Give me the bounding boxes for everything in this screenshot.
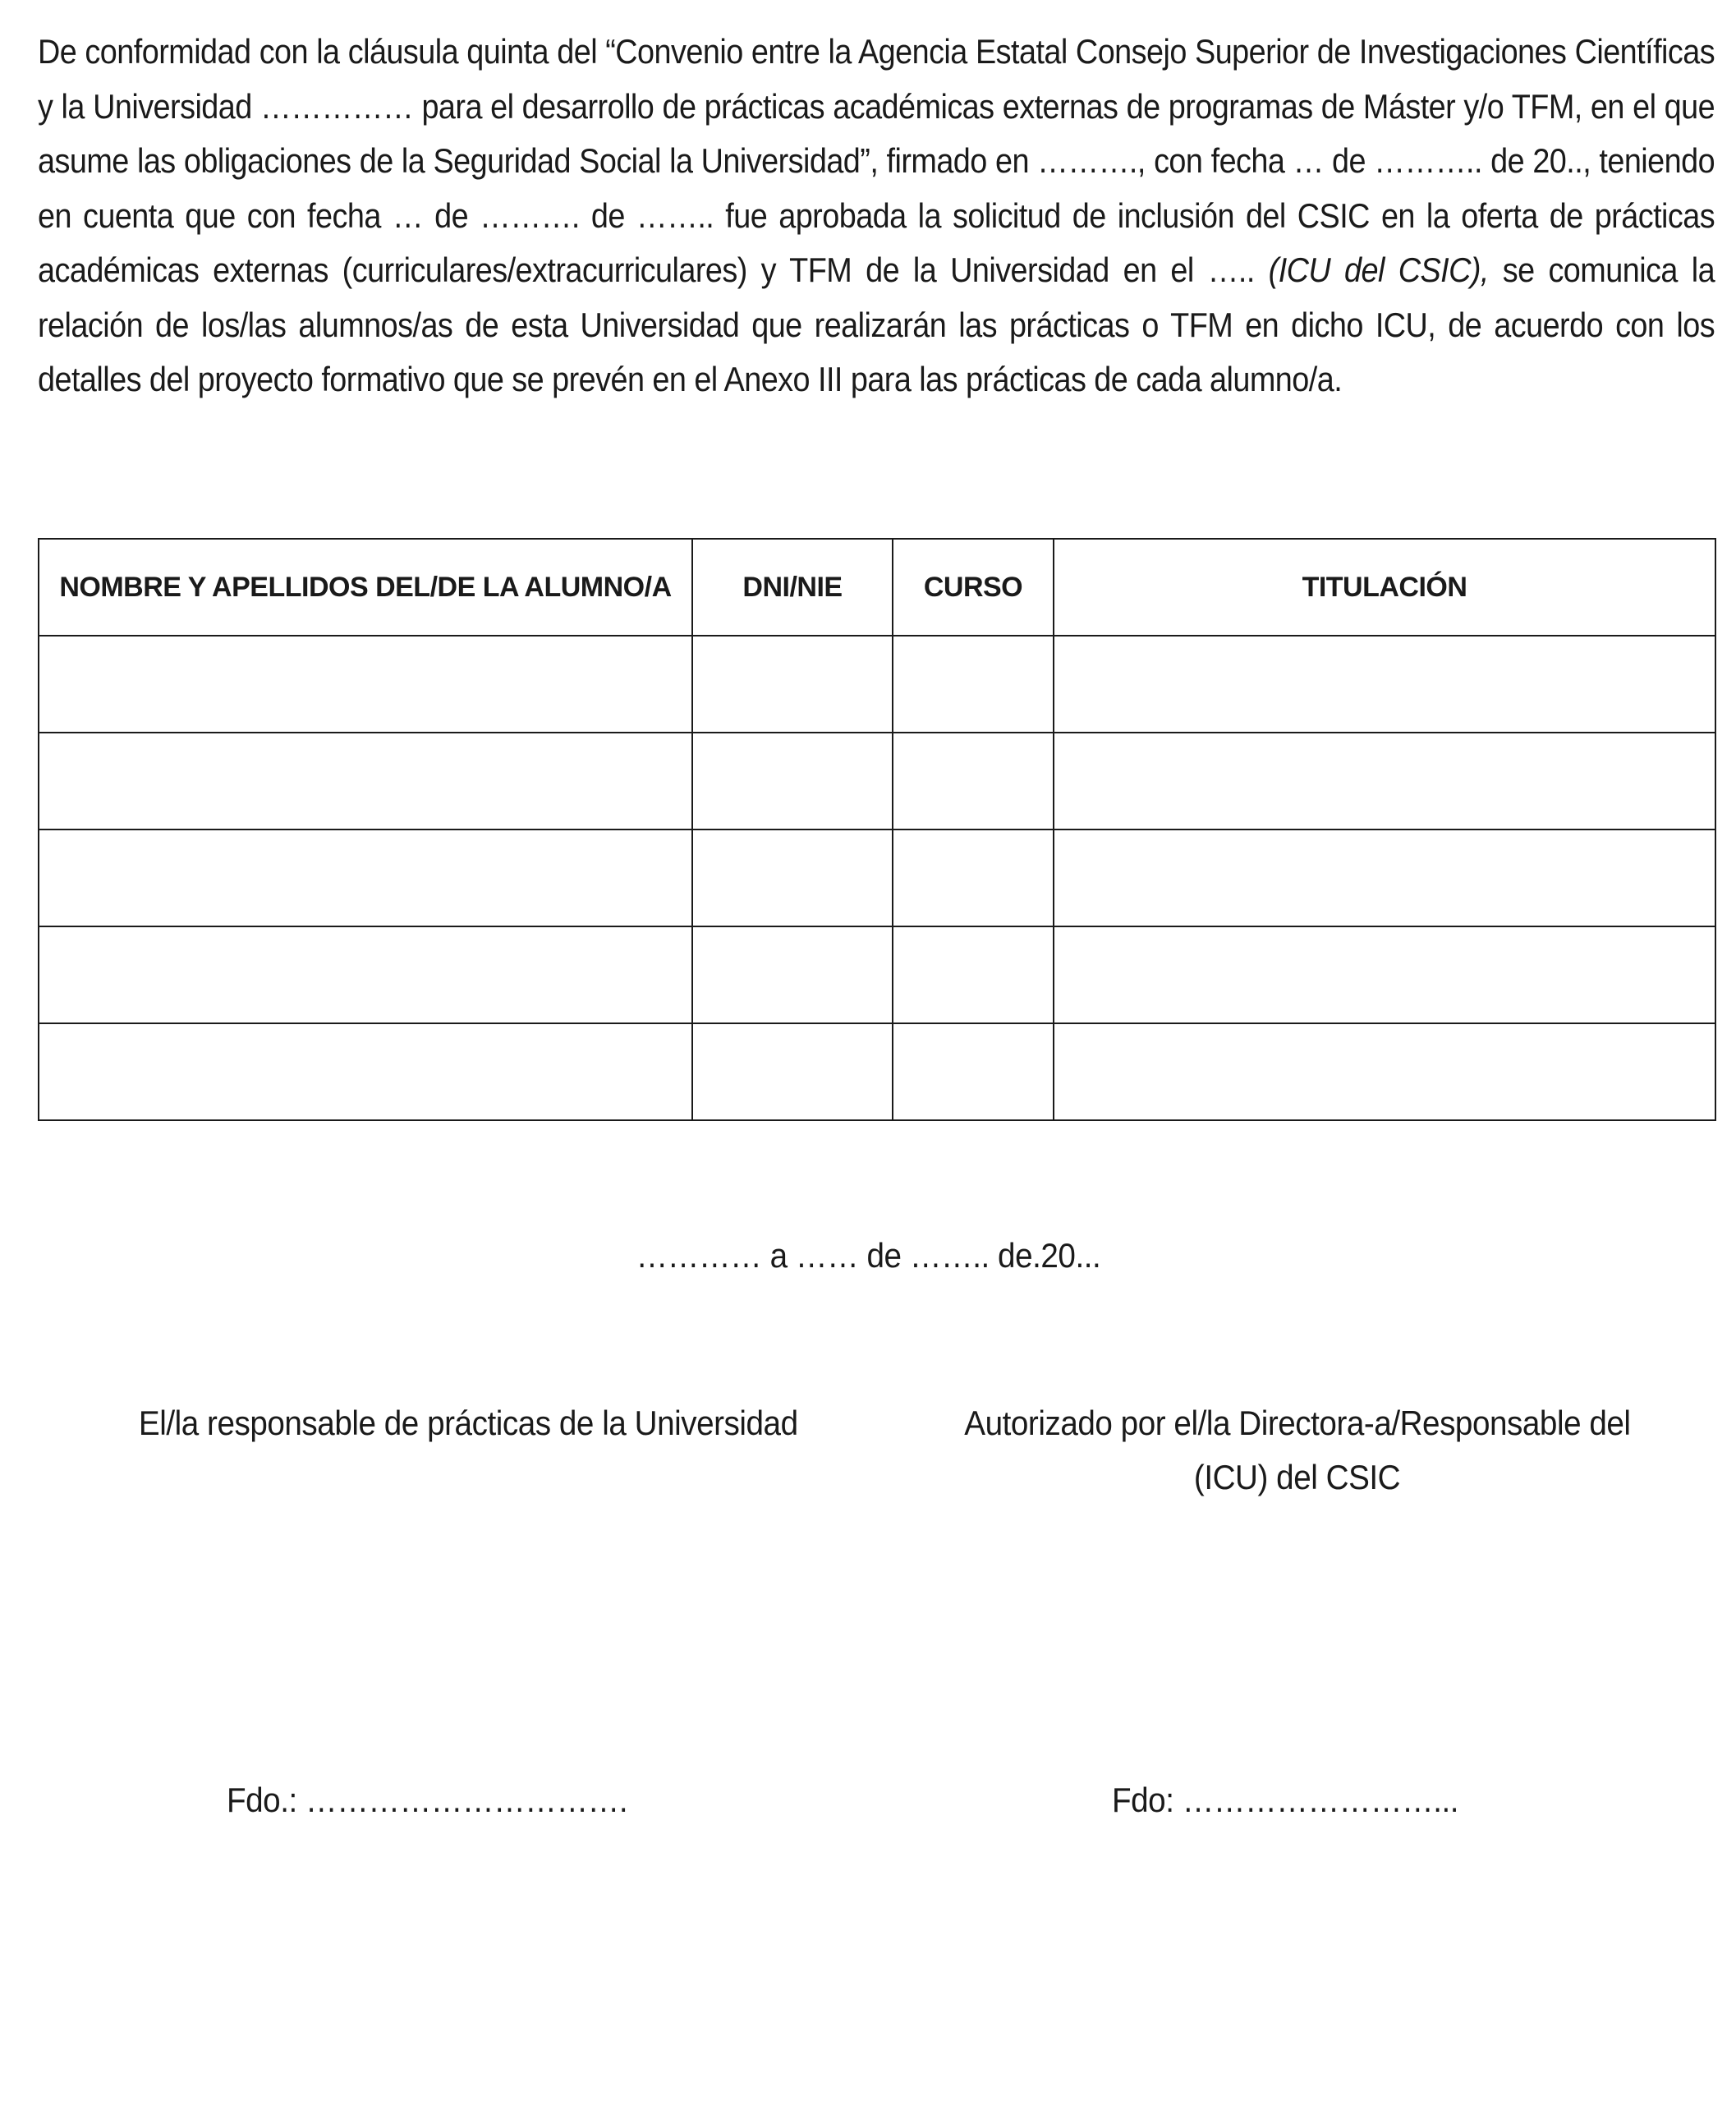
signature-right-line1: Autorizado por el/la Directora-a/Responsable del: [964, 1404, 1631, 1442]
cell-curso[interactable]: [893, 636, 1054, 733]
cell-curso[interactable]: [893, 926, 1054, 1023]
intro-text-part1: De conformidad con la cláusula quinta del “Convenio entre la Agencia Estatal Consejo Superior de Investigaciones Científicas y la Universidad …………… para el desarrollo de prácticas académicas externas de programas de Máster y/o TFM, en el que asume las obligaciones de la Seguridad Social la Universidad”, firmado en ………., con fecha … de ……….. de 20.., teniendo en cuenta que con fecha … de ………. de …….. fue aprobada la solicitud de inclusión del CSIC en la oferta de prácticas académicas externas (curriculares/extracurriculares) y TFM de la Universidad en el …..: [38, 32, 1715, 289]
intro-text-italic: (ICU del CSIC),: [1268, 250, 1489, 289]
table-row: [39, 830, 1715, 926]
cell-curso[interactable]: [893, 733, 1054, 830]
cell-titulacion[interactable]: [1054, 1023, 1715, 1120]
cell-titulacion[interactable]: [1054, 830, 1715, 926]
cell-dni[interactable]: [692, 926, 893, 1023]
signature-left-text: El/la responsable de prácticas de la Universidad: [138, 1404, 798, 1442]
cell-nombre[interactable]: [39, 733, 692, 830]
fdo-right: [1112, 1781, 1489, 1820]
table-row: [39, 733, 1715, 830]
cell-titulacion[interactable]: [1054, 926, 1715, 1023]
fdo-left-text: Fdo.: ………………………….: [227, 1781, 628, 1819]
signature-left-title: [57, 1396, 879, 1450]
cell-nombre[interactable]: [39, 830, 692, 926]
students-table: [38, 538, 1716, 1121]
cell-dni[interactable]: [692, 636, 893, 733]
table-row: [39, 636, 1715, 733]
cell-dni[interactable]: [692, 830, 893, 926]
date-line-text: ………… a …… de …….. de.20...: [636, 1236, 1100, 1275]
cell-curso[interactable]: [893, 830, 1054, 926]
cell-nombre[interactable]: [39, 926, 692, 1023]
cell-dni[interactable]: [692, 1023, 893, 1120]
cell-nombre[interactable]: [39, 1023, 692, 1120]
table-row: [39, 1023, 1715, 1120]
intro-paragraph: [38, 25, 1715, 407]
cell-nombre[interactable]: [39, 636, 692, 733]
header-titulacion: TITULACIÓN: [1054, 539, 1715, 636]
header-dni: DNI/NIE: [692, 539, 893, 636]
header-curso: CURSO: [893, 539, 1054, 636]
table-row: [39, 926, 1715, 1023]
signature-right-title: [887, 1396, 1708, 1505]
fdo-left: [227, 1781, 663, 1820]
table-header-row: [39, 539, 1715, 636]
fdo-right-text: Fdo: ……………………...: [1112, 1781, 1459, 1819]
cell-curso[interactable]: [893, 1023, 1054, 1120]
cell-titulacion[interactable]: [1054, 733, 1715, 830]
intro-text-part2: se comunica la relación de los/las alumnos/as de esta Universidad que realizarán las prácticas o TFM en dicho ICU, de acuerdo con los detalles del proyecto formativo que se prevén en el Anexo III para las prácticas de cada alumno/a.: [38, 250, 1715, 398]
cell-dni[interactable]: [692, 733, 893, 830]
header-nombre: NOMBRE Y APELLIDOS DEL/DE LA ALUMNO/A: [39, 539, 692, 636]
date-line: [0, 1236, 1736, 1275]
signature-right-line2: (ICU) del CSIC: [1194, 1458, 1401, 1496]
cell-titulacion[interactable]: [1054, 636, 1715, 733]
